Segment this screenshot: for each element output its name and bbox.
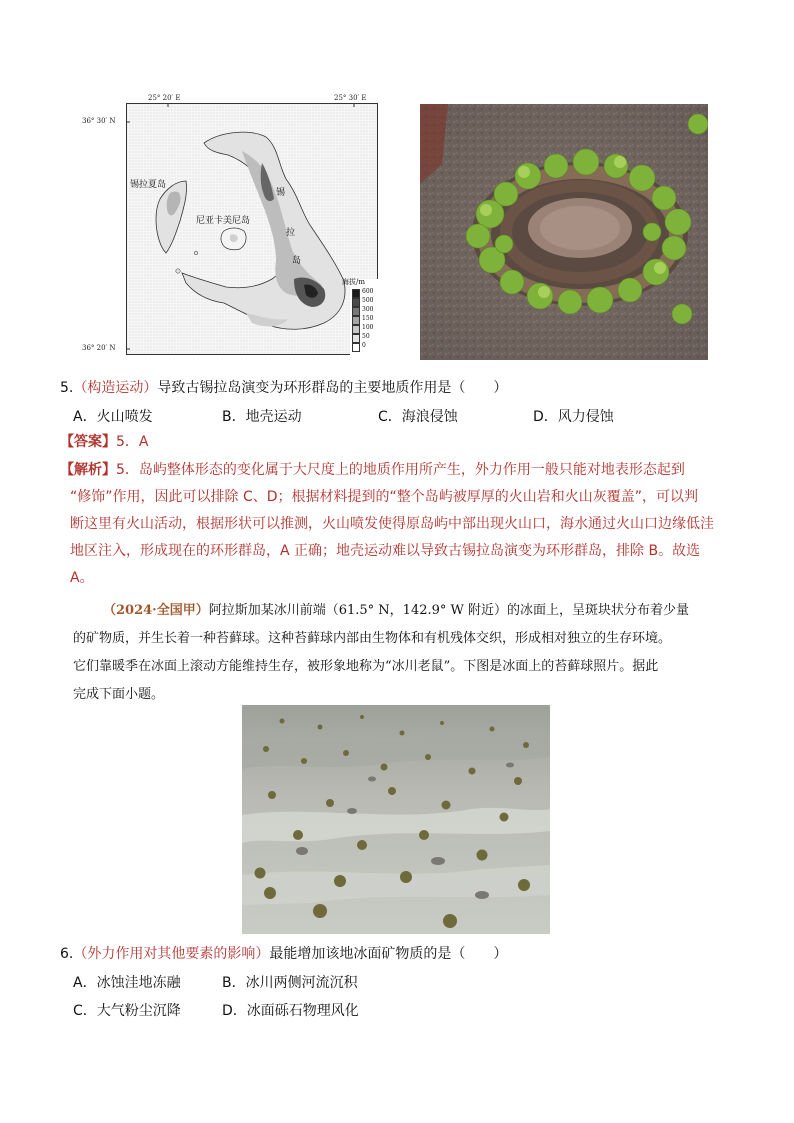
label-thira-3: 岛 (292, 256, 302, 266)
q5-option-c[interactable]: C．海浪侵蚀 (378, 409, 458, 425)
legend-value: 150 (362, 315, 374, 322)
label-nea-kameni: 尼亚卡美尼岛 (196, 216, 251, 226)
q5-stem: 导致古锡拉岛演变为环形群岛的主要地质作用是（ ） (157, 380, 508, 396)
coord-top-right: 25° 30′ E (334, 94, 367, 102)
legend-swatch (352, 325, 360, 334)
answer-tag: 【答案】 (60, 434, 116, 450)
q5-answer-line (60, 432, 148, 452)
passage-line-2: 的矿物质，并生长着一种苔藓球。这种苔藓球内部由生物体和有机残体交织，形成相对独立的生存环境。 (73, 631, 672, 646)
passage-line-1 (103, 599, 689, 618)
legend-value: 500 (362, 297, 374, 304)
q5-option-b[interactable]: B．地壳运动 (222, 409, 302, 425)
legend-swatch (352, 343, 360, 352)
label-thira-1: 锡 (276, 188, 286, 198)
passage-line-3: 它们靠暖季在冰面上滚动方能维持生存，被形象地称为“冰川老鼠”。下图是冰面上的苔藓球照片。据此 (73, 659, 659, 674)
q5-stem-line (60, 378, 507, 398)
analysis-text-1: 5．岛屿整体形态的变化属于大尺度上的地质作用所产生，外力作用一般只能对地表形态起到 (116, 462, 685, 478)
q5-option-a[interactable]: A．火山喷发 (73, 409, 153, 425)
legend-swatch (352, 289, 360, 298)
legend-swatch (352, 298, 360, 307)
coord-left-top: 36° 30′ N (82, 117, 116, 125)
q5-option-d[interactable]: D．风力侵蚀 (533, 409, 614, 425)
q5-tag: （构造运动） (73, 380, 158, 396)
legend-row (352, 343, 378, 352)
label-thira-2: 拉 (286, 228, 296, 238)
legend-value: 600 (362, 288, 374, 295)
passage-line-4: 完成下面小题。 (73, 687, 165, 702)
q5-number: 5. (60, 380, 74, 396)
legend-value: 0 (362, 342, 366, 349)
moss-ball-graphic (242, 705, 550, 934)
q5-analysis-line-5: A。 (70, 570, 94, 586)
legend-value: 300 (362, 306, 374, 313)
legend-swatch (352, 316, 360, 325)
map-graphic (126, 103, 378, 355)
legend-title: 海拔/m (342, 278, 365, 286)
vine-ring-graphic (420, 104, 708, 360)
q5-analysis-line-2: “修饰”作用，因此可以排除 C、D；根据材料提到的“整个岛屿被厚厚的火山岩和火山灰覆盖”，可以判 (70, 489, 699, 505)
coord-left-bottom: 36° 20′ N (82, 344, 116, 352)
q6-option-a[interactable]: A．冰蚀洼地冻融 (73, 975, 181, 991)
q6-option-d[interactable]: D．冰面砾石物理风化 (222, 1003, 359, 1019)
moss-ball-photo (242, 705, 550, 934)
coord-top-left: 25° 20′ E (148, 94, 181, 102)
q6-number: 6. (60, 946, 74, 962)
legend-value: 100 (362, 324, 374, 331)
label-thirasia: 锡拉夏岛 (130, 180, 167, 190)
q6-option-b[interactable]: B．冰川两侧河流沉积 (222, 975, 358, 991)
legend-swatch (352, 334, 360, 343)
analysis-tag: 【解析】 (60, 462, 116, 478)
legend-swatch (352, 307, 360, 316)
q6-option-c[interactable]: C．大气粉尘沉降 (73, 1003, 181, 1019)
q5-analysis-line-1 (60, 460, 685, 480)
passage-source: （2024·全国甲） (103, 603, 209, 618)
passage-text-1: 阿拉斯加某冰川前端（61.5° N，142.9° W 附近）的冰面上，呈斑块状分布着少量 (208, 603, 690, 618)
q6-stem: 最能增加该地冰面矿物质的是（ ） (269, 946, 508, 962)
q5-answer: 5．A (116, 434, 149, 450)
q5-analysis-line-4: 地区注入，形成现在的环形群岛，A 正确；地壳运动难以导致古锡拉岛演变为环形群岛，排除 B。故选 (70, 543, 701, 559)
q5-analysis-line-3: 断这里有火山活动，根据形状可以推测，火山喷发使得原岛屿中部出现火山口，海水通过火山口边缘低洼 (70, 516, 714, 532)
vine-ring-photo (420, 104, 708, 360)
q6-stem-line (60, 944, 507, 964)
elevation-legend (342, 278, 378, 355)
q6-tag: （外力作用对其他要素的影响） (73, 946, 270, 962)
legend-value: 50 (362, 333, 370, 340)
santorini-map (82, 94, 378, 355)
